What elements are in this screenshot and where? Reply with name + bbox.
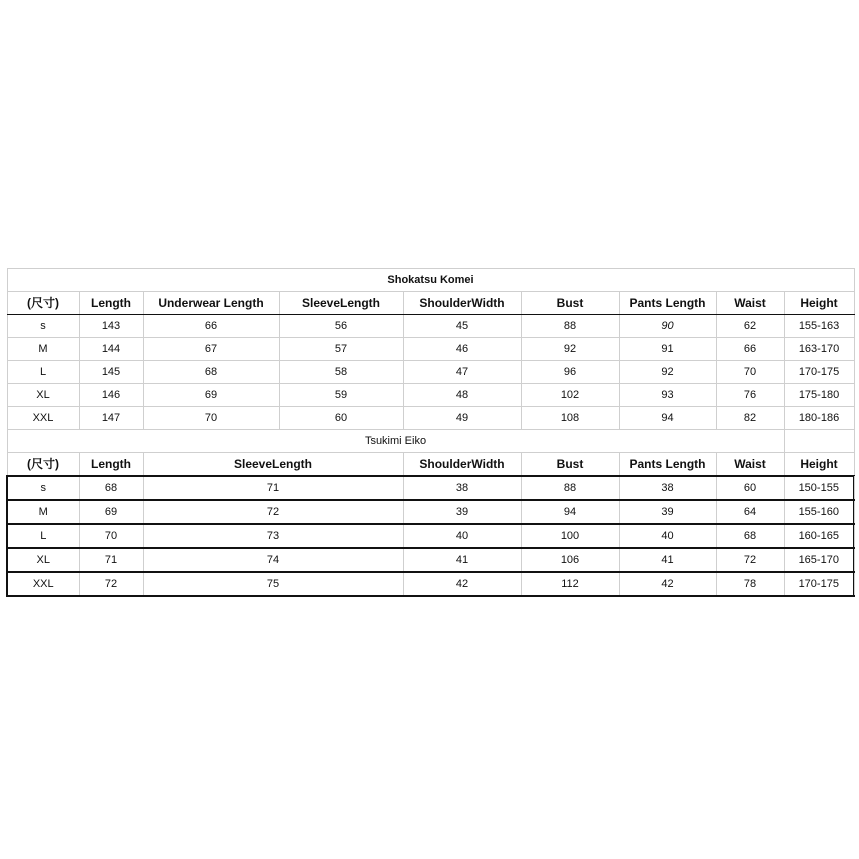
table1-row [7, 361, 854, 384]
table2-row [7, 500, 854, 524]
table2-value-cell: 170-175 [784, 572, 854, 596]
table2-value-cell: 39 [403, 500, 521, 524]
table2-size-cell: XXL [7, 572, 79, 596]
table2-value-cell: 42 [619, 572, 716, 596]
table1-value-cell: 62 [716, 315, 784, 338]
table2-size-cell: M [7, 500, 79, 524]
table2-value-cell: 74 [143, 548, 403, 572]
table2-value-cell: 94 [521, 500, 619, 524]
table2-row [7, 548, 854, 572]
table1-value-cell: 49 [403, 407, 521, 430]
table1-value-cell: 146 [79, 384, 143, 407]
table1-value-cell: 147 [79, 407, 143, 430]
table2-header-cell: SleeveLength [143, 453, 403, 477]
table2-size-cell: s [7, 476, 79, 500]
table2-value-cell: 42 [403, 572, 521, 596]
table1-value-cell: 94 [619, 407, 716, 430]
size-chart-sheet [6, 268, 853, 597]
size-chart-table [6, 268, 855, 597]
table1-value-cell: 92 [521, 338, 619, 361]
table1-value-cell: 67 [143, 338, 279, 361]
table2-value-cell: 72 [716, 548, 784, 572]
blank-cell [784, 430, 854, 453]
table1-title: Shokatsu Komei [7, 269, 854, 292]
table1-value-cell: 175-180 [784, 384, 854, 407]
table1-size-cell: M [7, 338, 79, 361]
table1-value-cell: 143 [79, 315, 143, 338]
table1-value-cell: 66 [716, 338, 784, 361]
table2-size-cell: XL [7, 548, 79, 572]
table1-value-cell: 163-170 [784, 338, 854, 361]
table2-header-cell: Length [79, 453, 143, 477]
table2-header-cell: Waist [716, 453, 784, 477]
table2-value-cell: 39 [619, 500, 716, 524]
table1-size-cell: s [7, 315, 79, 338]
table2-header-cell: ShoulderWidth [403, 453, 521, 477]
table2-value-cell: 71 [143, 476, 403, 500]
table2-value-cell: 40 [619, 524, 716, 548]
table2-value-cell: 100 [521, 524, 619, 548]
table1-value-cell: 70 [716, 361, 784, 384]
table1-value-cell: 58 [279, 361, 403, 384]
table1-value-cell: 145 [79, 361, 143, 384]
table1-row [7, 384, 854, 407]
table1-value-cell: 82 [716, 407, 784, 430]
table2-row [7, 524, 854, 548]
table1-size-cell: XL [7, 384, 79, 407]
table2-value-cell: 73 [143, 524, 403, 548]
table2-value-cell: 41 [403, 548, 521, 572]
table2-title: Tsukimi Eiko [7, 430, 784, 453]
table1-value-cell: 91 [619, 338, 716, 361]
table1-header-cell: Bust [521, 292, 619, 315]
table1-value-cell: 45 [403, 315, 521, 338]
table1-header-cell: Height [784, 292, 854, 315]
table2-value-cell: 72 [143, 500, 403, 524]
table1-value-cell: 180-186 [784, 407, 854, 430]
table1-value-cell: 57 [279, 338, 403, 361]
table2-value-cell: 68 [79, 476, 143, 500]
table1-value-cell: 96 [521, 361, 619, 384]
table2-header-cell: Bust [521, 453, 619, 477]
table1-row [7, 407, 854, 430]
table2-header-row [7, 453, 854, 477]
table2-value-cell: 38 [403, 476, 521, 500]
table1-value-cell: 88 [521, 315, 619, 338]
table1-header-cell: (尺寸) [7, 292, 79, 315]
table1-value-cell: 76 [716, 384, 784, 407]
table2-size-cell: L [7, 524, 79, 548]
table1-value-cell: 46 [403, 338, 521, 361]
table1-header-cell: SleeveLength [279, 292, 403, 315]
table1-value-cell: 48 [403, 384, 521, 407]
table1-value-cell: 170-175 [784, 361, 854, 384]
table2-value-cell: 68 [716, 524, 784, 548]
table2-value-cell: 106 [521, 548, 619, 572]
table2-value-cell: 150-155 [784, 476, 854, 500]
table2-value-cell: 155-160 [784, 500, 854, 524]
table2-value-cell: 165-170 [784, 548, 854, 572]
table2-header-cell: Height [784, 453, 854, 477]
table1-value-cell: 144 [79, 338, 143, 361]
table1-value-cell: 56 [279, 315, 403, 338]
table1-row [7, 315, 854, 338]
table1-value-cell: 47 [403, 361, 521, 384]
table2-value-cell: 88 [521, 476, 619, 500]
table1-value-cell: 70 [143, 407, 279, 430]
table1-header-cell: Waist [716, 292, 784, 315]
table2-value-cell: 112 [521, 572, 619, 596]
table1-header-row [7, 292, 854, 315]
table2-value-cell: 160-165 [784, 524, 854, 548]
table1-value-cell: 108 [521, 407, 619, 430]
table2-value-cell: 38 [619, 476, 716, 500]
table1-value-cell: 92 [619, 361, 716, 384]
table1-header-cell: Pants Length [619, 292, 716, 315]
table1-header-cell: ShoulderWidth [403, 292, 521, 315]
table2-value-cell: 69 [79, 500, 143, 524]
table2-value-cell: 71 [79, 548, 143, 572]
table2-value-cell: 70 [79, 524, 143, 548]
table2-header-cell: (尺寸) [7, 453, 79, 477]
table1-size-cell: XXL [7, 407, 79, 430]
table1-value-cell: 90 [619, 315, 716, 338]
table1-value-cell: 66 [143, 315, 279, 338]
table1-row [7, 338, 854, 361]
table2-value-cell: 40 [403, 524, 521, 548]
table1-header-cell: Underwear Length [143, 292, 279, 315]
table1-value-cell: 69 [143, 384, 279, 407]
table1-value-cell: 102 [521, 384, 619, 407]
table2-header-cell: Pants Length [619, 453, 716, 477]
table1-value-cell: 68 [143, 361, 279, 384]
table2-value-cell: 41 [619, 548, 716, 572]
table2-value-cell: 72 [79, 572, 143, 596]
table1-value-cell: 60 [279, 407, 403, 430]
table1-value-cell: 93 [619, 384, 716, 407]
table2-value-cell: 75 [143, 572, 403, 596]
table2-value-cell: 64 [716, 500, 784, 524]
table2-row [7, 572, 854, 596]
table2-row [7, 476, 854, 500]
table1-header-cell: Length [79, 292, 143, 315]
table1-size-cell: L [7, 361, 79, 384]
table2-value-cell: 78 [716, 572, 784, 596]
table2-value-cell: 60 [716, 476, 784, 500]
table1-value-cell: 155-163 [784, 315, 854, 338]
table1-value-cell: 59 [279, 384, 403, 407]
